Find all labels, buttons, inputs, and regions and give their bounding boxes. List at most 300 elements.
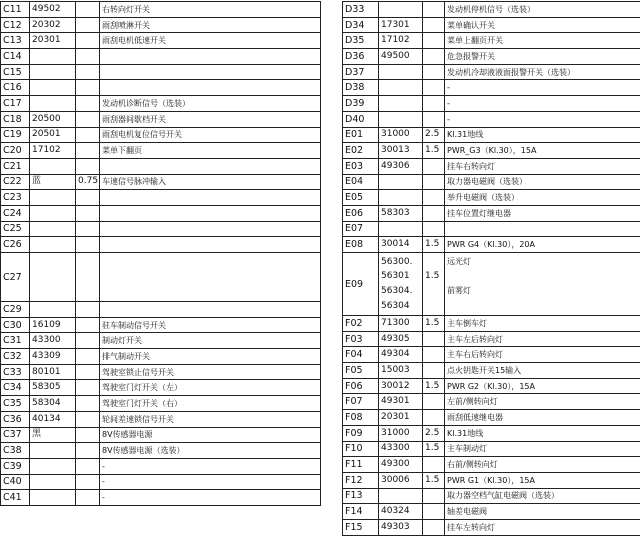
size-cell — [76, 33, 100, 49]
table-row — [343, 33, 640, 49]
size-cell — [423, 410, 445, 426]
size-cell — [76, 474, 100, 490]
desc-cell: 取力器空档气缸电磁阀（选装） — [445, 488, 640, 504]
size-cell — [76, 427, 100, 443]
table-row — [343, 237, 640, 253]
pin-cell: C16 — [1, 80, 30, 96]
wire-cell: 30014 — [379, 237, 423, 253]
size-cell — [76, 127, 100, 143]
wire-cell — [379, 64, 423, 80]
wire-cell: 58304 — [30, 396, 76, 412]
table-row — [1, 333, 321, 349]
table-row — [1, 364, 321, 380]
table-row — [1, 96, 321, 112]
pin-cell: C11 — [1, 2, 30, 18]
wire-cell: 15003 — [379, 363, 423, 379]
desc-line: 远光灯 — [447, 255, 640, 270]
wire-cell: 49303 — [379, 519, 423, 535]
desc-cell — [100, 64, 321, 80]
wire-cell: 蓝 — [30, 174, 76, 190]
pin-cell: E06 — [343, 205, 379, 221]
wire-cell — [30, 474, 76, 490]
desc-cell: 发动机停机信号（选装） — [445, 2, 640, 18]
desc-cell: Kl.31地线 — [445, 127, 640, 143]
desc-cell — [100, 49, 321, 65]
wire-cell: 49306 — [379, 158, 423, 174]
size-cell — [76, 237, 100, 253]
size-cell — [423, 504, 445, 520]
pin-cell: F13 — [343, 488, 379, 504]
wire-cell: 30012 — [379, 378, 423, 394]
table-row — [1, 427, 321, 443]
wire-cell: 17102 — [30, 143, 76, 159]
wire-cell: 49305 — [379, 331, 423, 347]
table-row — [1, 190, 321, 206]
wire-line: 56301 — [381, 269, 422, 284]
wire-cell — [30, 64, 76, 80]
wire-cell: 43309 — [30, 349, 76, 365]
size-cell — [423, 394, 445, 410]
wire-cell — [30, 490, 76, 506]
desc-cell: - — [100, 490, 321, 506]
desc-line: 前雾灯 — [447, 284, 640, 299]
pin-cell: C12 — [1, 17, 30, 33]
table-row — [1, 174, 321, 190]
size-cell — [76, 458, 100, 474]
size-cell — [76, 333, 100, 349]
size-cell — [423, 17, 445, 33]
table-row — [343, 488, 640, 504]
pin-cell: C26 — [1, 237, 30, 253]
desc-cell — [100, 158, 321, 174]
wire-cell: 40134 — [30, 411, 76, 427]
size-cell — [423, 190, 445, 206]
desc-cell: 雨刮喷淋开关 — [100, 17, 321, 33]
size-cell: 1.5 — [423, 441, 445, 457]
wire-cell: 43300 — [379, 441, 423, 457]
wire-cell: 58303 — [379, 205, 423, 221]
size-cell — [423, 64, 445, 80]
pin-cell: F08 — [343, 410, 379, 426]
wire-cell — [379, 2, 423, 18]
size-cell: 2.5 — [423, 127, 445, 143]
size-cell — [423, 49, 445, 65]
desc-cell: 雨刮电机复位信号开关 — [100, 127, 321, 143]
pin-cell: C14 — [1, 49, 30, 65]
table-row — [1, 302, 321, 318]
desc-line — [447, 269, 640, 284]
table-row — [1, 474, 321, 490]
table-row — [343, 253, 640, 316]
pin-cell: F15 — [343, 519, 379, 535]
wire-line: 56304. — [381, 284, 422, 299]
size-cell — [423, 174, 445, 190]
size-cell — [76, 17, 100, 33]
table-row — [1, 237, 321, 253]
wire-cell: 80101 — [30, 364, 76, 380]
desc-cell: 制动灯开关 — [100, 333, 321, 349]
pin-cell: C31 — [1, 333, 30, 349]
wire-cell — [30, 96, 76, 112]
table-row — [1, 2, 321, 18]
table-row — [343, 17, 640, 33]
table-row — [1, 380, 321, 396]
size-cell — [76, 158, 100, 174]
table-row — [343, 331, 640, 347]
wire-cell — [30, 190, 76, 206]
table-row — [343, 457, 640, 473]
desc-cell: 取力器电磁阀（选装） — [445, 174, 640, 190]
table-row — [343, 394, 640, 410]
wire-cell — [379, 190, 423, 206]
wire-cell: 31000 — [379, 127, 423, 143]
pin-cell: C32 — [1, 349, 30, 365]
desc-cell: 8V传感器电源 — [100, 427, 321, 443]
size-line — [425, 299, 444, 314]
size-cell — [76, 111, 100, 127]
desc-cell — [100, 221, 321, 237]
desc-cell: 雨刮电机低速开关 — [100, 33, 321, 49]
size-line — [425, 255, 444, 270]
pin-cell: C34 — [1, 380, 30, 396]
table-row — [343, 472, 640, 488]
pin-cell: F11 — [343, 457, 379, 473]
table-row — [1, 317, 321, 333]
table-row — [343, 80, 640, 96]
pin-cell: C21 — [1, 158, 30, 174]
wire-line: 56304 — [381, 299, 422, 314]
desc-cell — [100, 80, 321, 96]
table-row — [1, 80, 321, 96]
pin-cell: D38 — [343, 80, 379, 96]
table-row — [343, 519, 640, 535]
size-cell — [423, 221, 445, 237]
table-row — [343, 2, 640, 18]
wire-cell: 30013 — [379, 143, 423, 159]
desc-cell: 右前/侧转向灯 — [445, 457, 640, 473]
wire-cell: 49300 — [379, 457, 423, 473]
size-cell — [76, 221, 100, 237]
size-cell — [76, 2, 100, 18]
size-cell — [423, 2, 445, 18]
size-cell — [76, 205, 100, 221]
size-cell — [76, 349, 100, 365]
pin-cell: C36 — [1, 411, 30, 427]
desc-cell: - — [445, 111, 640, 127]
size-cell — [423, 158, 445, 174]
size-cell: 0.75 — [76, 174, 100, 190]
wire-cell — [30, 302, 76, 318]
pin-cell: C17 — [1, 96, 30, 112]
table-row — [1, 411, 321, 427]
pin-cell: C15 — [1, 64, 30, 80]
desc-cell: - — [445, 96, 640, 112]
wire-cell: 49304 — [379, 347, 423, 363]
table-row — [343, 425, 640, 441]
desc-cell: 驾驶室门灯开关（右） — [100, 396, 321, 412]
desc-cell: 雨刮低速继电器 — [445, 410, 640, 426]
table-row — [1, 17, 321, 33]
pin-cell: E01 — [343, 127, 379, 143]
wire-cell: 49502 — [30, 2, 76, 18]
pin-cell: C23 — [1, 190, 30, 206]
table-row — [1, 396, 321, 412]
pin-cell: C38 — [1, 443, 30, 459]
pin-cell: E03 — [343, 158, 379, 174]
table-row — [1, 158, 321, 174]
pin-cell: F10 — [343, 441, 379, 457]
table-row — [343, 441, 640, 457]
size-cell — [423, 519, 445, 535]
wire-cell — [30, 205, 76, 221]
size-cell — [423, 253, 445, 316]
table-row — [1, 49, 321, 65]
wire-cell — [30, 80, 76, 96]
pin-cell: D34 — [343, 17, 379, 33]
pin-cell: D39 — [343, 96, 379, 112]
size-cell — [76, 64, 100, 80]
wire-cell: 43300 — [30, 333, 76, 349]
table-row — [343, 174, 640, 190]
wire-cell — [30, 49, 76, 65]
pin-cell: F14 — [343, 504, 379, 520]
desc-cell — [100, 237, 321, 253]
size-cell — [76, 302, 100, 318]
size-cell — [76, 443, 100, 459]
desc-cell: 发动机诊断信号（选装） — [100, 96, 321, 112]
size-cell — [423, 347, 445, 363]
pin-cell: D36 — [343, 49, 379, 65]
desc-cell — [100, 302, 321, 318]
desc-cell: PWR G4（Kl.30），20A — [445, 237, 640, 253]
wire-cell: 40324 — [379, 504, 423, 520]
size-cell — [423, 80, 445, 96]
desc-cell: 右转向灯开关 — [100, 2, 321, 18]
size-cell: 1.5 — [423, 237, 445, 253]
pin-cell: D35 — [343, 33, 379, 49]
desc-cell: 菜单确认开关 — [445, 17, 640, 33]
wire-cell — [379, 174, 423, 190]
desc-cell: 雨刮器间歇档开关 — [100, 111, 321, 127]
wire-cell — [30, 458, 76, 474]
pin-cell: E07 — [343, 221, 379, 237]
pin-cell: C35 — [1, 396, 30, 412]
desc-cell: 菜单下翻页 — [100, 143, 321, 159]
table-row — [343, 504, 640, 520]
desc-cell: 驾驶室锁止信号开关 — [100, 364, 321, 380]
wire-cell — [30, 158, 76, 174]
desc-cell: 主车制动灯 — [445, 441, 640, 457]
table-row — [343, 143, 640, 159]
pin-cell: E08 — [343, 237, 379, 253]
wire-cell — [379, 96, 423, 112]
wire-cell: 49301 — [379, 394, 423, 410]
table-row — [1, 143, 321, 159]
desc-cell: 点火钥匙开关15输入 — [445, 363, 640, 379]
wire-cell: 30006 — [379, 472, 423, 488]
size-cell — [76, 396, 100, 412]
wire-cell: 17102 — [379, 33, 423, 49]
table-row — [343, 49, 640, 65]
desc-cell: PWR G1（Kl.30），15A — [445, 472, 640, 488]
desc-line — [447, 299, 640, 314]
pin-cell: E05 — [343, 190, 379, 206]
wire-cell — [379, 80, 423, 96]
size-cell — [423, 457, 445, 473]
wire-cell: 20301 — [379, 410, 423, 426]
desc-cell: 车速信号脉冲输入 — [100, 174, 321, 190]
desc-cell: PWR G2（Kl.30），15A — [445, 378, 640, 394]
size-line: 1.5 — [425, 269, 444, 284]
table-row — [1, 458, 321, 474]
size-cell — [76, 49, 100, 65]
wire-cell: 20500 — [30, 111, 76, 127]
wire-cell — [379, 488, 423, 504]
table-row — [343, 127, 640, 143]
pin-cell: E04 — [343, 174, 379, 190]
desc-cell: 挂车右转向灯 — [445, 158, 640, 174]
table-row — [1, 349, 321, 365]
table-row — [343, 111, 640, 127]
table-row — [1, 64, 321, 80]
table-row — [1, 33, 321, 49]
desc-cell: 8V传感器电源（选装） — [100, 443, 321, 459]
desc-cell: 发动机冷却液液面报警开关（选装） — [445, 64, 640, 80]
size-cell: 1.5 — [423, 378, 445, 394]
pin-cell: F06 — [343, 378, 379, 394]
size-cell — [423, 205, 445, 221]
pin-cell: F04 — [343, 347, 379, 363]
wire-cell — [30, 237, 76, 253]
pin-cell: C30 — [1, 317, 30, 333]
wire-cell: 黑 — [30, 427, 76, 443]
pin-cell: E02 — [343, 143, 379, 159]
pin-cell: F05 — [343, 363, 379, 379]
pin-cell: C39 — [1, 458, 30, 474]
desc-cell: 驾驶室门灯开关（左） — [100, 380, 321, 396]
size-cell — [76, 190, 100, 206]
wire-cell: 20501 — [30, 127, 76, 143]
desc-cell — [100, 253, 321, 302]
desc-cell: - — [445, 80, 640, 96]
wire-cell — [379, 221, 423, 237]
wire-cell: 20301 — [30, 33, 76, 49]
pin-cell: C37 — [1, 427, 30, 443]
size-cell: 2.5 — [423, 425, 445, 441]
table-row — [343, 205, 640, 221]
table-row — [343, 316, 640, 332]
wire-cell: 58305 — [30, 380, 76, 396]
pin-cell: C13 — [1, 33, 30, 49]
size-cell — [76, 317, 100, 333]
connector-pin-table-left — [0, 1, 321, 506]
size-cell — [76, 380, 100, 396]
table-row — [1, 443, 321, 459]
size-cell — [423, 96, 445, 112]
size-cell — [423, 488, 445, 504]
pin-cell: C25 — [1, 221, 30, 237]
pin-cell: D37 — [343, 64, 379, 80]
size-cell: 1.5 — [423, 316, 445, 332]
pin-cell: F12 — [343, 472, 379, 488]
desc-cell: - — [100, 458, 321, 474]
desc-cell — [445, 221, 640, 237]
table-row — [1, 127, 321, 143]
table-row — [343, 378, 640, 394]
wire-cell — [379, 253, 423, 316]
table-row — [343, 96, 640, 112]
wire-cell: 17301 — [379, 17, 423, 33]
pin-cell: C22 — [1, 174, 30, 190]
desc-cell — [100, 190, 321, 206]
size-cell — [76, 364, 100, 380]
desc-cell: - — [100, 474, 321, 490]
pin-cell: D33 — [343, 2, 379, 18]
table-row — [343, 347, 640, 363]
wire-line: 56300. — [381, 255, 422, 270]
pin-cell: C27 — [1, 253, 30, 302]
wire-cell: 16109 — [30, 317, 76, 333]
desc-cell: 轮间差速锁信号开关 — [100, 411, 321, 427]
desc-cell: 主车右后转向灯 — [445, 347, 640, 363]
size-cell — [423, 363, 445, 379]
connector-pin-table-right — [342, 1, 640, 536]
desc-cell — [100, 205, 321, 221]
pin-cell: C24 — [1, 205, 30, 221]
desc-cell: Kl.31地线 — [445, 425, 640, 441]
desc-cell — [445, 253, 640, 316]
wire-cell — [30, 443, 76, 459]
size-cell — [76, 80, 100, 96]
wire-cell — [30, 221, 76, 237]
table-row — [343, 363, 640, 379]
size-cell — [423, 33, 445, 49]
pin-cell: D40 — [343, 111, 379, 127]
size-cell — [423, 111, 445, 127]
size-cell — [76, 143, 100, 159]
wire-cell — [30, 253, 76, 302]
pin-cell: C40 — [1, 474, 30, 490]
desc-cell: 主车倒车灯 — [445, 316, 640, 332]
table-row — [1, 221, 321, 237]
wire-cell: 20302 — [30, 17, 76, 33]
table-row — [1, 253, 321, 302]
desc-cell: 菜单上翻页开关 — [445, 33, 640, 49]
size-cell: 1.5 — [423, 472, 445, 488]
desc-cell: PWR_G3（Kl.30），15A — [445, 143, 640, 159]
desc-cell: 左前/侧转向灯 — [445, 394, 640, 410]
table-row — [1, 111, 321, 127]
wire-cell — [379, 111, 423, 127]
pin-cell: C29 — [1, 302, 30, 318]
table-row — [1, 205, 321, 221]
pin-cell: C41 — [1, 490, 30, 506]
pin-cell: C18 — [1, 111, 30, 127]
left-table-body — [1, 2, 321, 506]
desc-cell: 轴差电磁阀 — [445, 504, 640, 520]
wire-cell: 49500 — [379, 49, 423, 65]
table-row — [343, 410, 640, 426]
size-line — [425, 284, 444, 299]
desc-cell: 挂车左转向灯 — [445, 519, 640, 535]
desc-cell: 挂车位置灯继电器 — [445, 205, 640, 221]
desc-cell: 主车左后转向灯 — [445, 331, 640, 347]
table-row — [1, 490, 321, 506]
pin-cell: F07 — [343, 394, 379, 410]
wire-cell: 71300 — [379, 316, 423, 332]
desc-cell: 危急报警开关 — [445, 49, 640, 65]
desc-cell: 排气制动开关 — [100, 349, 321, 365]
